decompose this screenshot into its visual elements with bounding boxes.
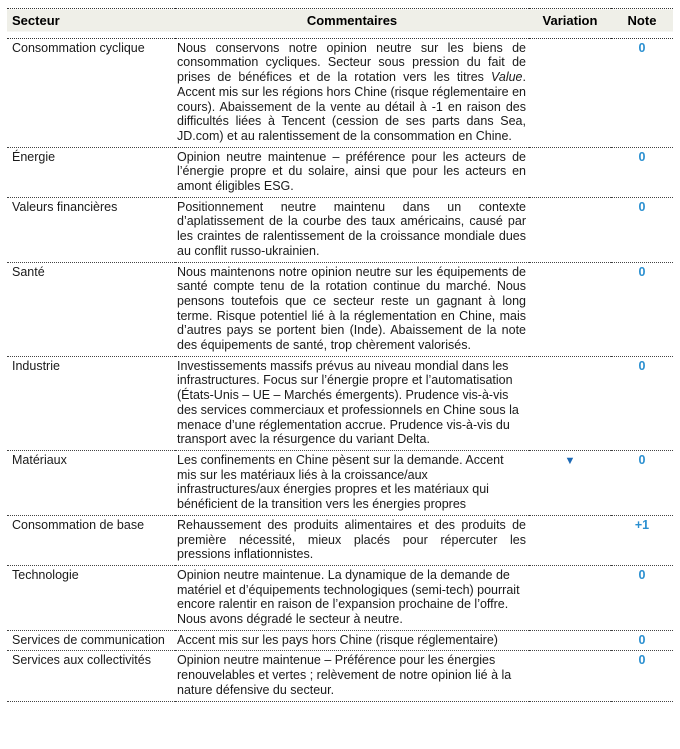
sector-cell bbox=[7, 515, 175, 565]
note-cell bbox=[611, 651, 673, 701]
table-row bbox=[7, 651, 673, 701]
note-value: 0 bbox=[638, 149, 646, 164]
variation-cell bbox=[529, 197, 611, 262]
note-cell bbox=[611, 38, 673, 147]
variation-cell bbox=[529, 565, 611, 630]
note-value: 0 bbox=[638, 40, 646, 55]
sector-label: Consommation cyclique bbox=[12, 40, 145, 55]
comment-text: Positionnement neutre maintenu dans un contexte d’aplatissement de la courbe des taux américains, causé par les craintes de ralentissement de la croissance mondiale dues au conflit russo-ukrainien. bbox=[177, 199, 526, 258]
sector-cell bbox=[7, 38, 175, 147]
comment-text: Opinion neutre maintenue. La dynamique de la demande de matériel et d’équipements technologiques (semi-tech) pourrait encore ralentir en raison de l’expansion prochaine de l’offre. Nous avons dégradé le secteur à neutre. bbox=[177, 567, 520, 627]
note-cell bbox=[611, 262, 673, 356]
column-header-note: Note bbox=[611, 9, 673, 39]
sector-label: Services de communication bbox=[12, 632, 165, 647]
note-cell bbox=[611, 356, 673, 450]
sector-label: Services aux collectivités bbox=[12, 653, 151, 668]
sector-label: Industrie bbox=[12, 358, 60, 373]
table-row bbox=[7, 262, 673, 356]
sector-cell bbox=[7, 262, 175, 356]
sector-cell bbox=[7, 450, 175, 515]
comment-text: Nous maintenons notre opinion neutre sur les équipements de santé compte tenu de la rotation continue du marché. Nous pensons toutefois que ce secteur reste un gagnant à long terme. Risque potentiel lié à la réglementation en Chine, mais d’autres pays se portent bien (Inde). Abaissement de la note des équipements de santé, trop chèrement valorisés. bbox=[177, 264, 526, 353]
comment-text: Accent mis sur les pays hors Chine (risque réglementaire) bbox=[177, 632, 498, 647]
comment-text: . Accent mis sur les régions hors Chine (risque réglementaire en cours). Abaissement de la vente au détail à -1 en raison des difficultés liées à Tencent (cession de ses parts dans Sea, JD.com) et au ralentissement de la consommation en Chine. bbox=[177, 70, 526, 143]
comment-text: Investissements massifs prévus au niveau mondial dans les infrastructures. Focus sur l’énergie propre et l’automatisation (États-Unis – UE – Marchés émergents). Prudence vis-à-vis des services commerciaux et professionnels en Chine sous la menace d’une réglementation accrue. Prudence vis-à-vis du transport avec la résurgence du variant Delta. bbox=[177, 358, 519, 447]
note-value: +1 bbox=[634, 517, 650, 532]
note-cell bbox=[611, 565, 673, 630]
note-value: 0 bbox=[638, 452, 646, 467]
sector-cell bbox=[7, 147, 175, 197]
comment-cell bbox=[175, 262, 529, 356]
comment-cell bbox=[175, 356, 529, 450]
header-row bbox=[7, 9, 673, 39]
sector-cell bbox=[7, 356, 175, 450]
comment-cell bbox=[175, 630, 529, 651]
variation-cell bbox=[529, 356, 611, 450]
note-cell bbox=[611, 450, 673, 515]
variation-cell bbox=[529, 262, 611, 356]
variation-cell bbox=[529, 630, 611, 651]
sector-ratings-table bbox=[7, 8, 673, 702]
sector-label: Énergie bbox=[12, 149, 56, 164]
comment-cell bbox=[175, 197, 529, 262]
sector-cell bbox=[7, 565, 175, 630]
table-row bbox=[7, 450, 673, 515]
note-cell bbox=[611, 147, 673, 197]
note-cell bbox=[611, 515, 673, 565]
comment-text: Rehaussement des produits alimentaires et des produits de première nécessité, mieux placés pour répercuter les pressions inflationnistes. bbox=[177, 517, 526, 562]
sector-cell bbox=[7, 651, 175, 701]
sector-label: Consommation de base bbox=[12, 517, 145, 532]
note-cell bbox=[611, 197, 673, 262]
note-cell bbox=[611, 630, 673, 651]
sector-label: Matériaux bbox=[12, 452, 67, 467]
sector-cell bbox=[7, 630, 175, 651]
sector-label: Santé bbox=[12, 264, 45, 279]
variation-cell bbox=[529, 651, 611, 701]
table-row bbox=[7, 515, 673, 565]
variation-cell bbox=[529, 147, 611, 197]
comment-italic-text: Value bbox=[491, 70, 523, 85]
variation-down-icon: ▼ bbox=[564, 454, 576, 467]
comment-cell bbox=[175, 651, 529, 701]
comment-cell bbox=[175, 565, 529, 630]
comment-text: Les confinements en Chine pèsent sur la demande. Accent mis sur les matériaux liés à la croissance/aux infrastructures/aux énergies propres et les matériaux qui bénéficient de la transition vers les énergies propres bbox=[177, 452, 504, 512]
note-value: 0 bbox=[638, 199, 646, 214]
variation-cell bbox=[529, 450, 611, 515]
table-row bbox=[7, 565, 673, 630]
sector-cell bbox=[7, 197, 175, 262]
table-row bbox=[7, 197, 673, 262]
table-row bbox=[7, 356, 673, 450]
column-header-comments: Commentaires bbox=[175, 9, 529, 39]
variation-cell bbox=[529, 38, 611, 147]
comment-text: Opinion neutre maintenue – Préférence pour les énergies renouvelables et vertes ; relèvement de notre opinion lié à la nature défensive du secteur. bbox=[177, 653, 512, 697]
comment-cell bbox=[175, 38, 529, 147]
note-value: 0 bbox=[638, 632, 646, 647]
column-header-variation: Variation bbox=[529, 9, 611, 39]
comment-cell bbox=[175, 515, 529, 565]
variation-cell bbox=[529, 515, 611, 565]
table-row bbox=[7, 38, 673, 147]
table-row bbox=[7, 630, 673, 651]
sector-label: Technologie bbox=[12, 567, 79, 582]
note-value: 0 bbox=[638, 358, 646, 373]
comment-text: Opinion neutre maintenue – préférence pour les acteurs de l’énergie propre et du solaire, ainsi que pour les acteurs en amont éligibles ESG. bbox=[177, 149, 526, 194]
comment-cell bbox=[175, 450, 529, 515]
column-header-sector: Secteur bbox=[7, 9, 175, 39]
table-row bbox=[7, 147, 673, 197]
comment-text: Nous conservons notre opinion neutre sur les biens de consommation cycliques. Secteur sous pression du fait de prises de bénéfices et de la rotation vers les titres bbox=[177, 40, 526, 85]
note-value: 0 bbox=[638, 264, 646, 279]
note-value: 0 bbox=[638, 567, 646, 582]
sector-label: Valeurs financières bbox=[12, 199, 118, 214]
note-value: 0 bbox=[638, 653, 646, 668]
comment-cell bbox=[175, 147, 529, 197]
